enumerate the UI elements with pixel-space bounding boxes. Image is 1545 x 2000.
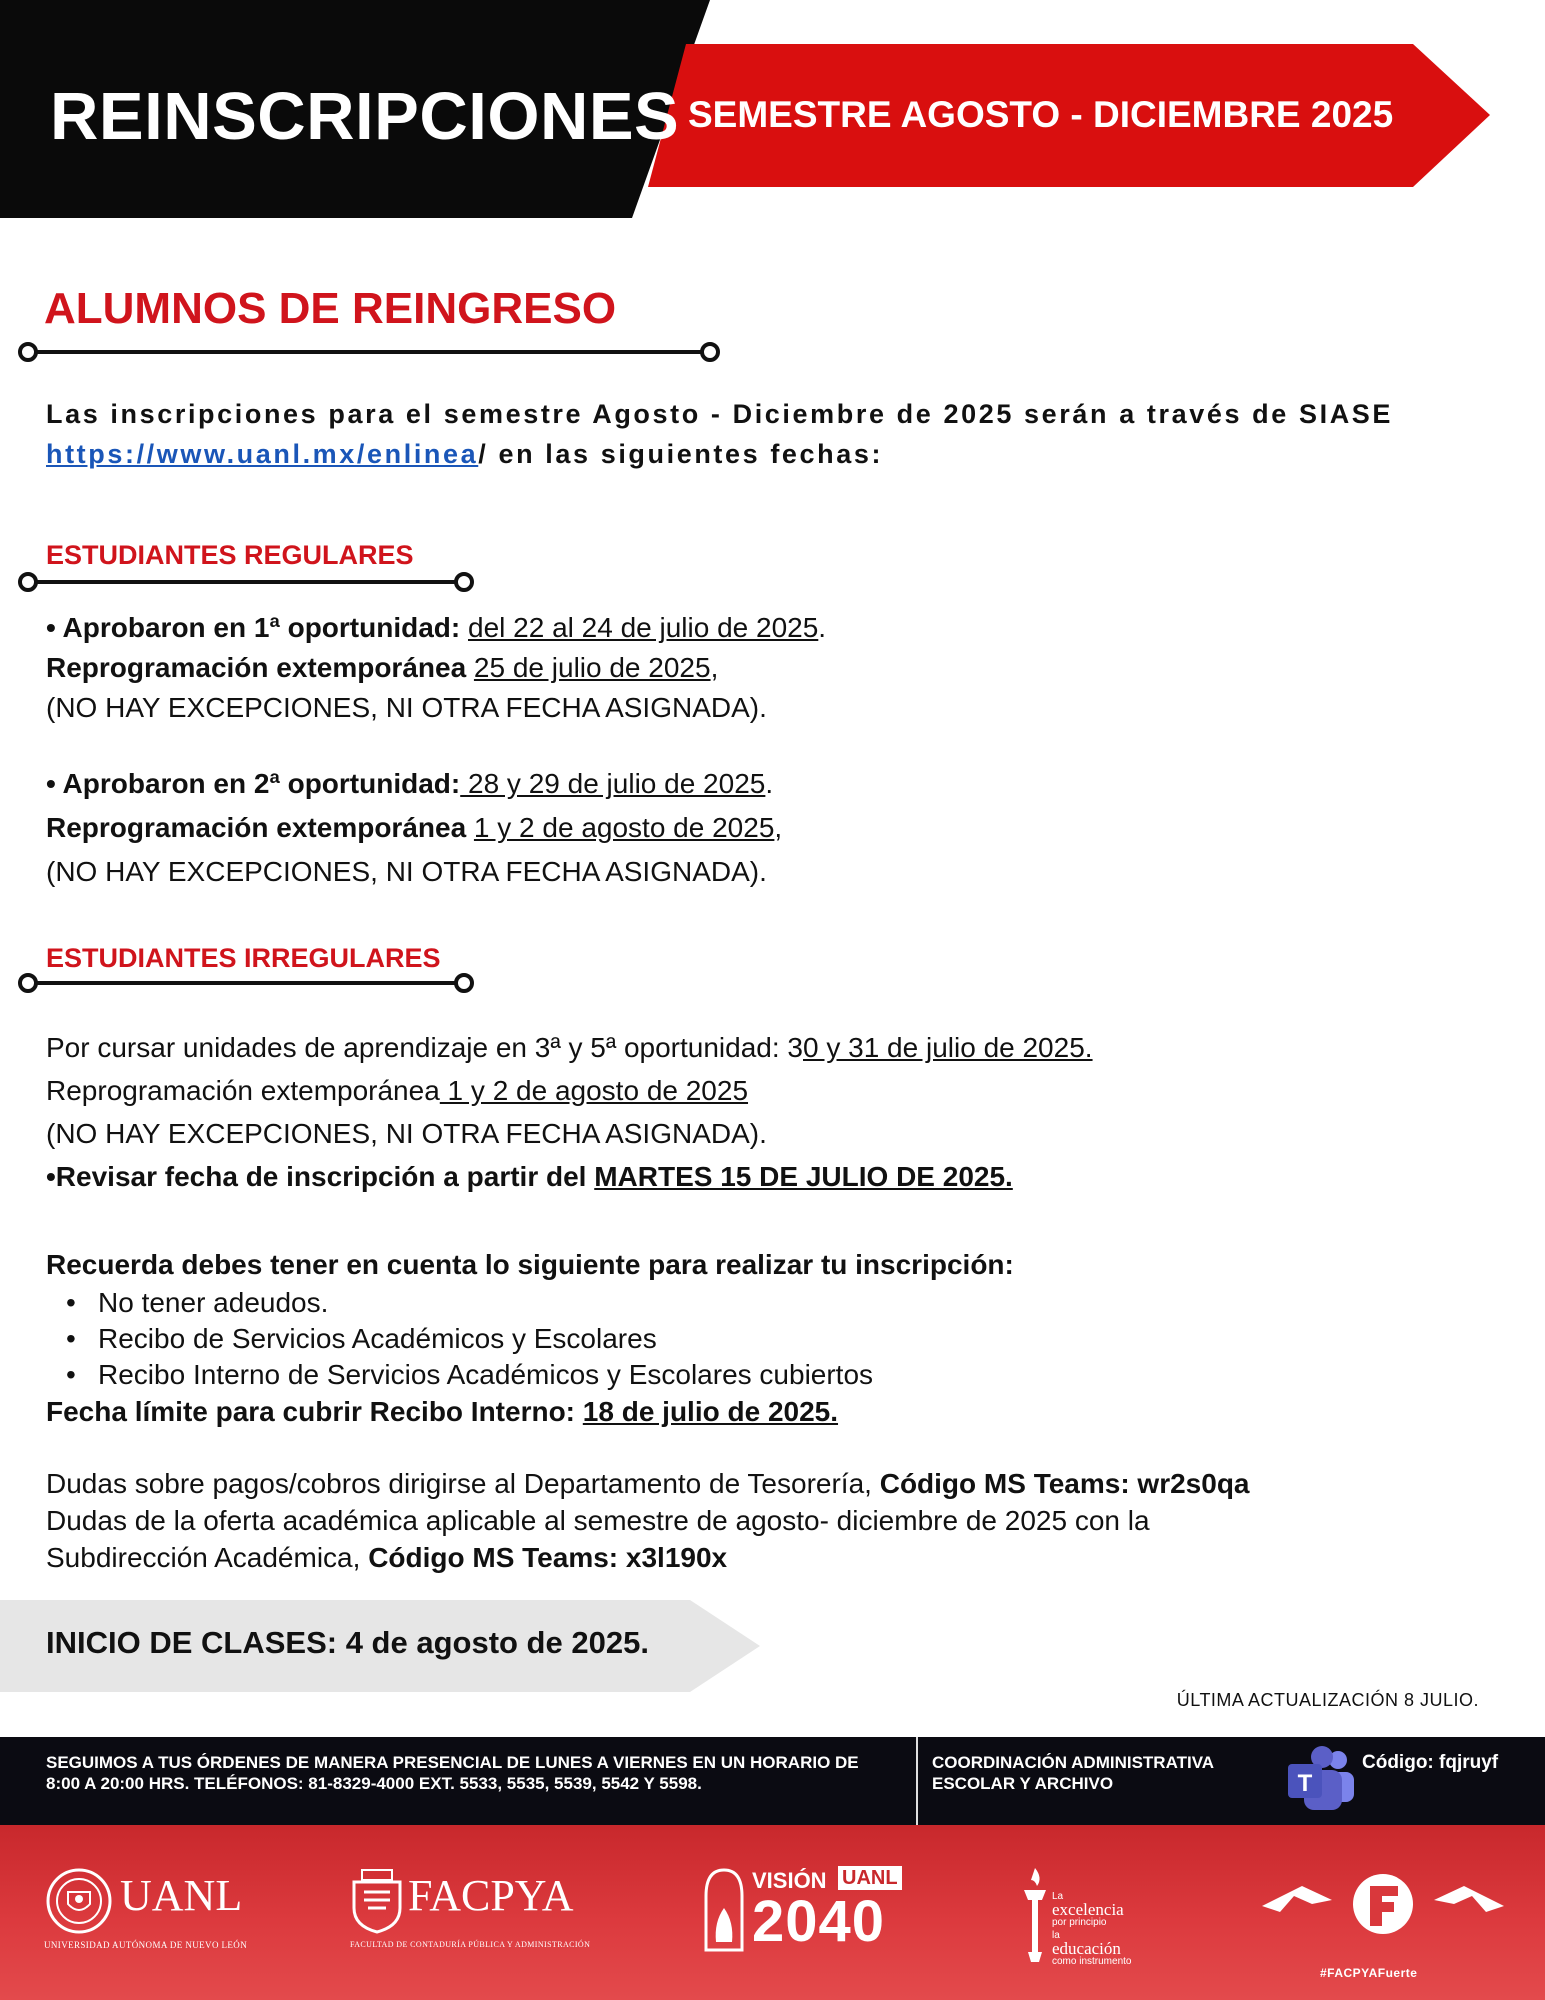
semester-subtitle: SEMESTRE AGOSTO - DICIEMBRE 2025 xyxy=(688,94,1394,135)
motto-la: La xyxy=(1052,1891,1064,1902)
irregulares-connector-line xyxy=(18,973,474,993)
second-repro-end: , xyxy=(774,812,783,843)
vision-uanl-tag: UANL xyxy=(838,1866,902,1890)
list-item: • Recibo Interno de Servicios Académicos y Escolares cubiertos xyxy=(46,1357,1486,1393)
irregulares-line1-dates: 0 y 31 de julio de 2025. xyxy=(803,1032,1093,1063)
intro-text-after: en las siguientes fechas: xyxy=(488,439,884,469)
motto-excelencia: excelencia xyxy=(1052,1900,1124,1919)
deadline-date: 18 de julio de 2025. xyxy=(582,1396,839,1427)
first-dates-end: . xyxy=(818,612,827,643)
first-opportunity-dates: del 22 al 24 de julio de 2025 xyxy=(468,612,819,643)
intro-text: Las inscripciones para el semestre Agosto - Diciembre de 2025 serán a través de SIASE xyxy=(46,399,1394,429)
page-title: REINSCRIPCIONES xyxy=(50,79,680,154)
regulares-connector-line xyxy=(18,572,474,592)
regulares-second-block xyxy=(46,762,1486,894)
facpya-shield-icon xyxy=(350,1868,404,1934)
intro-link-suffix: / xyxy=(478,439,489,469)
irregulares-line2-text: Reprogramación extemporánea xyxy=(46,1075,440,1106)
second-repro-label: Reprogramación extemporánea xyxy=(46,812,467,843)
main-heading: ALUMNOS DE REINGRESO xyxy=(44,284,617,333)
facpya-wordmark: FACPYA xyxy=(408,1871,574,1920)
requirements-block xyxy=(46,1245,1486,1431)
siase-link[interactable]: https://www.uanl.mx/enlinea xyxy=(46,439,479,469)
second-opportunity-dates: 28 y 29 de julio de 2025 xyxy=(460,768,766,799)
irregulares-heading: ESTUDIANTES IRREGULARES xyxy=(46,943,441,973)
irregulares-check-date: MARTES 15 DE JULIO DE 2025. xyxy=(594,1161,1013,1192)
first-repro-end: , xyxy=(710,652,719,683)
coordination-teams-code: Código: fqjruyf xyxy=(1362,1752,1499,1773)
motto-educacion: educación xyxy=(1052,1939,1121,1958)
first-note: (NO HAY EXCEPCIONES, NI OTRA FECHA ASIGNADA). xyxy=(46,692,767,723)
footer-divider xyxy=(916,1737,918,1825)
regulares-first-block xyxy=(46,608,1486,728)
facpya-hashtag: #FACPYAFuerte xyxy=(1320,1966,1418,1980)
contacts-line2-text: Dudas de la oferta académica aplicable al semestre de agosto- diciembre de 2025 con la xyxy=(46,1505,1150,1536)
second-repro-dates: 1 y 2 de agosto de 2025 xyxy=(473,812,775,843)
second-opportunity-label: • Aprobaron en 2ª oportunidad: xyxy=(46,768,461,799)
coordination-name: COORDINACIÓN ADMINISTRATIVA ESCOLAR Y ARCHIVO xyxy=(932,1753,1214,1793)
motto-por-principio: por principio xyxy=(1052,1917,1107,1928)
excelencia-motto xyxy=(1052,1890,1131,1968)
intro-paragraph xyxy=(46,394,1416,474)
irregulares-note: (NO HAY EXCEPCIONES, NI OTRA FECHA ASIGNADA). xyxy=(46,1118,767,1149)
second-dates-end: . xyxy=(765,768,774,799)
start-of-classes: INICIO DE CLASES: 4 de agosto de 2025. xyxy=(46,1625,649,1660)
contacts-block xyxy=(46,1465,1486,1576)
first-repro-dates: 25 de julio de 2025 xyxy=(473,652,711,683)
list-item: • Recibo de Servicios Académicos y Escolares xyxy=(46,1321,1486,1357)
facpya-full-name: FACULTAD DE CONTADURÍA PÚBLICA Y ADMINISTRACIÓN xyxy=(350,1940,591,1949)
vision-emblem-icon xyxy=(702,1866,746,1954)
second-note: (NO HAY EXCEPCIONES, NI OTRA FECHA ASIGNADA). xyxy=(46,856,767,887)
torch-icon xyxy=(1020,1866,1050,1966)
regulares-heading: ESTUDIANTES REGULARES xyxy=(46,540,414,570)
irregulares-block xyxy=(46,1026,1486,1198)
irregulares-line2-dates: 1 y 2 de agosto de 2025 xyxy=(439,1075,749,1106)
facpya-fuerte-logo-icon xyxy=(1258,1864,1508,1964)
contacts-line1-text: Dudas sobre pagos/cobros dirigirse al Departamento de Tesorería, xyxy=(46,1468,880,1499)
first-opportunity-label: • Aprobaron en 1ª oportunidad: xyxy=(46,612,461,643)
first-repro-label: Reprogramación extemporánea xyxy=(46,652,467,683)
academic-teams-code: Código MS Teams: x3l190x xyxy=(368,1542,728,1573)
requirements-list xyxy=(46,1285,1486,1393)
uanl-wordmark: UANL xyxy=(120,1871,243,1920)
uanl-full-name: UNIVERSIDAD AUTÓNOMA DE NUEVO LEÓN xyxy=(44,1940,248,1950)
ms-teams-icon xyxy=(1286,1746,1358,1814)
requirements-heading: Recuerda debes tener en cuenta lo siguiente para realizar tu inscripción: xyxy=(46,1249,1014,1280)
vision-year: 2040 xyxy=(752,1889,886,1954)
deadline-label: Fecha límite para cubrir Recibo Interno: xyxy=(46,1396,583,1427)
office-hours-text: SEGUIMOS A TUS ÓRDENES DE MANERA PRESENCIAL DE LUNES A VIERNES EN UN HORARIO DE 8:00 A 20:00 HRS. TELÉFONOS: 81-8329-4000 EXT. 5533, 5535, 5539, 5542 Y 5598. xyxy=(46,1753,859,1793)
motto-la-2: la xyxy=(1052,1930,1060,1941)
last-updated: ÚLTIMA ACTUALIZACIÓN 8 JULIO. xyxy=(1176,1690,1479,1710)
list-item: • No tener adeudos. xyxy=(46,1285,1486,1321)
treasury-teams-code: Código MS Teams: wr2s0qa xyxy=(879,1468,1250,1499)
irregulares-check-text: •Revisar fecha de inscripción a partir del xyxy=(46,1161,595,1192)
uanl-seal-icon xyxy=(46,1868,112,1934)
contacts-line3-text: Subdirección Académica, xyxy=(46,1542,369,1573)
motto-como-instrumento: como instrumento xyxy=(1052,1956,1132,1967)
irregulares-line1-text: Por cursar unidades de aprendizaje en 3ª y 5ª oportunidad: 3 xyxy=(46,1032,803,1063)
heading-connector-line xyxy=(18,342,720,362)
svg-text:T: T xyxy=(1297,1770,1313,1797)
vision-word: VISIÓN xyxy=(752,1868,827,1893)
